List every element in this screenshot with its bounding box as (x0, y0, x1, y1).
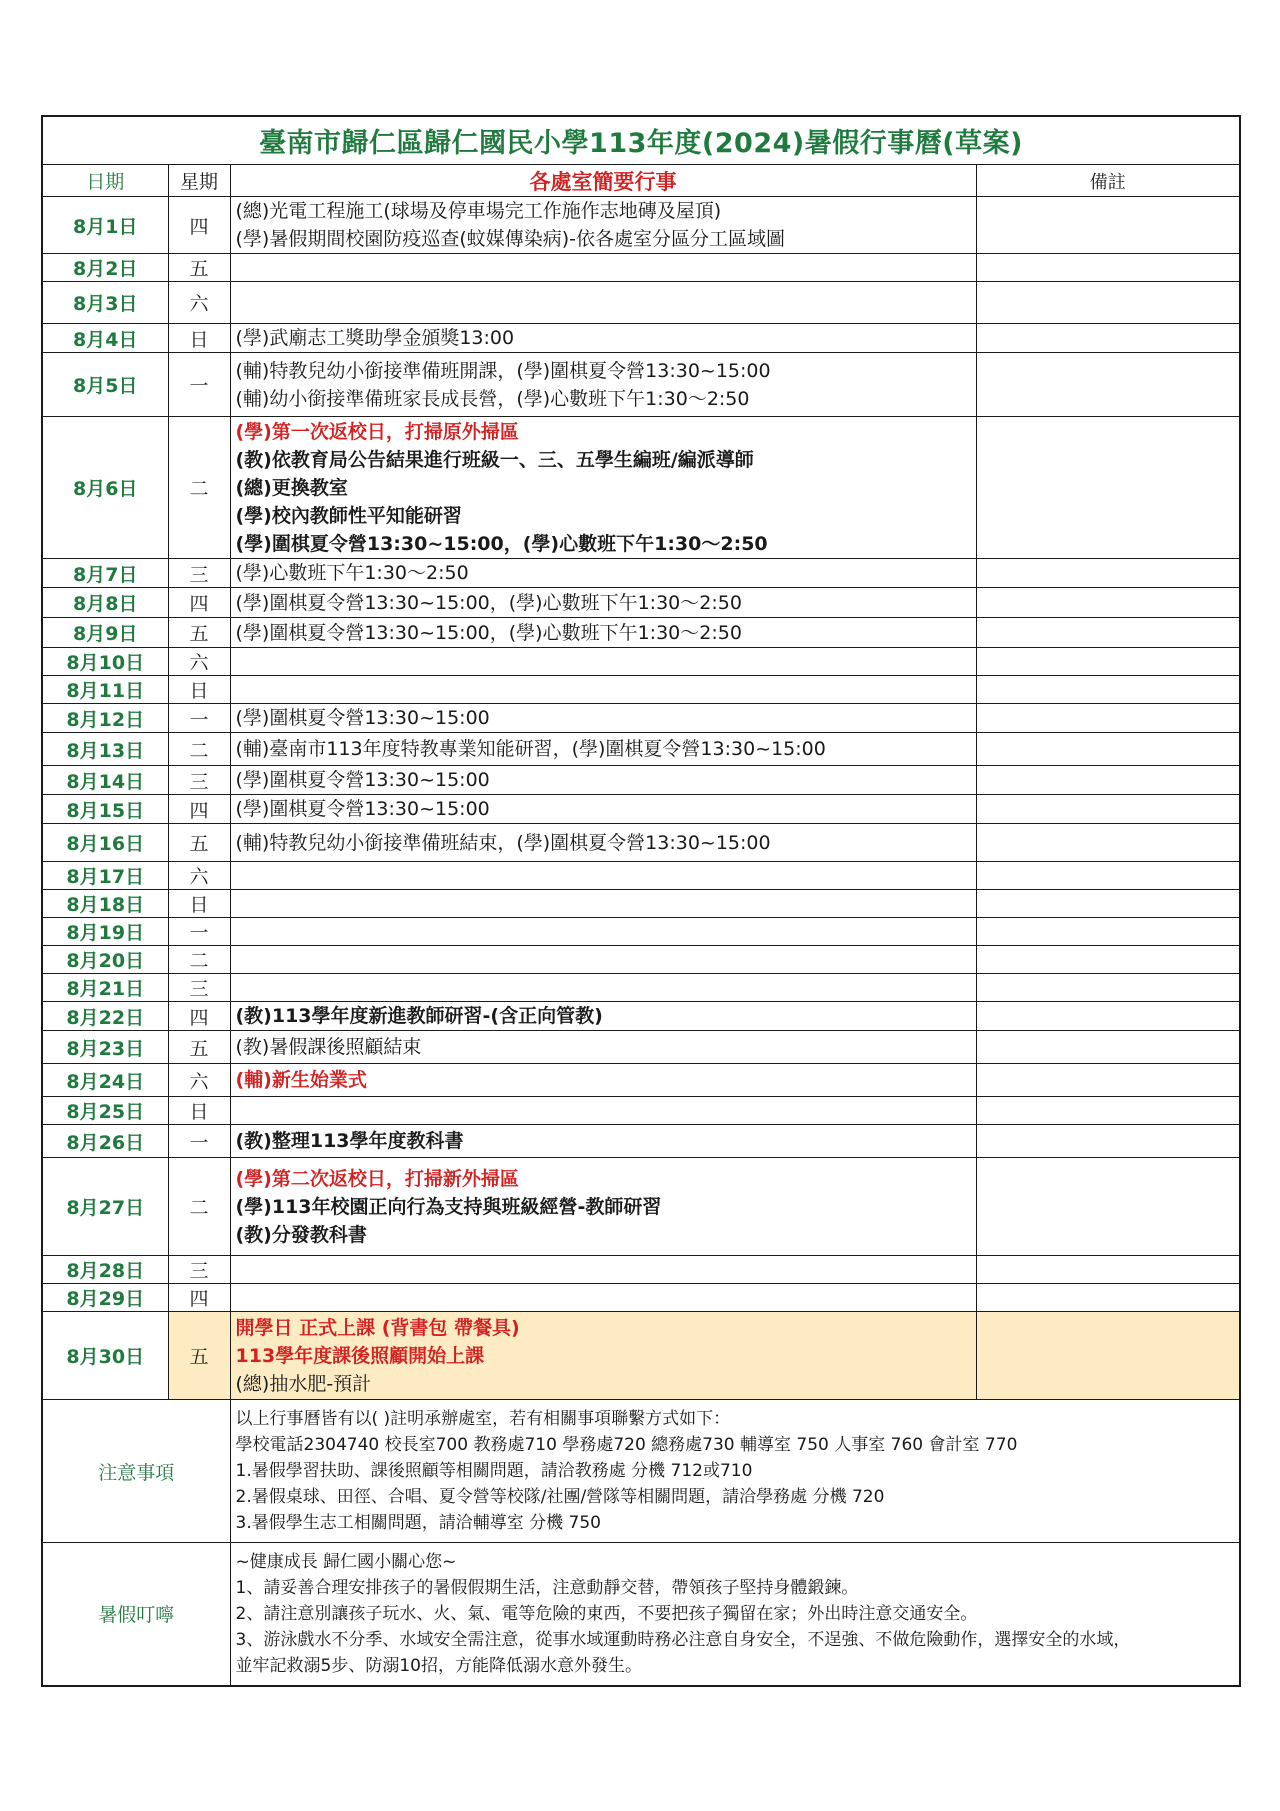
remarks-cell (976, 890, 1240, 918)
date-cell: 8月2日 (42, 254, 168, 282)
remarks-cell (976, 1002, 1240, 1031)
event-line: (學)113年校園正向行為支持與班級經營-教師研習 (235, 1195, 662, 1218)
notes-label: 注意事項 (42, 1400, 230, 1543)
events-cell (230, 648, 976, 676)
event-line: (輔)幼小銜接準備班家長成長營，(學)心數班下午1:30～2:50 (235, 387, 750, 410)
calendar-row (42, 324, 1240, 353)
events-cell (230, 704, 976, 733)
date-cell: 8月26日 (42, 1125, 168, 1158)
event-line: (學)暑假期間校園防疫巡查(蚊媒傳染病)-依各處室分區分工區域圖 (235, 228, 786, 250)
weekday-cell: 五 (168, 1031, 230, 1064)
date-cell: 8月28日 (42, 1256, 168, 1284)
event-line: (學)圍棋夏令營13:30~15:00，(學)心數班下午1:30～2:50 (235, 621, 742, 644)
reminders-line: 3、游泳戲水不分季、水域安全需注意，從事水域運動時務必注意自身安全，不逞強、不做危險動作，選擇安全的水域， (235, 1629, 1131, 1650)
event-line: (學)第二次返校日，打掃新外掃區 (235, 1167, 519, 1190)
events-cell (230, 676, 976, 704)
calendar-row (42, 588, 1240, 618)
remarks-cell (976, 1097, 1240, 1125)
notes-line: 以上行事曆皆有以( )註明承辦處室，若有相關事項聯繫方式如下： (235, 1409, 731, 1429)
date-cell: 8月1日 (42, 197, 168, 254)
events-cell (230, 282, 976, 324)
remarks-cell (976, 1125, 1240, 1158)
weekday-cell: 一 (168, 918, 230, 946)
page-title: 臺南市歸仁區歸仁國民小學113年度(2024)暑假行事曆(草案) (42, 116, 1240, 165)
remarks-cell (976, 1284, 1240, 1312)
date-cell: 8月17日 (42, 862, 168, 890)
events-cell (230, 946, 976, 974)
weekday-cell: 四 (168, 588, 230, 618)
notes-line: 學校電話2304740 校長室700 教務處710 學務處720 總務處730 輔導室 750 人事室 760 會計室 770 (235, 1435, 1018, 1455)
remarks-cell (976, 1158, 1240, 1256)
remarks-cell (976, 559, 1240, 588)
event-line: (輔)特教兒幼小銜接準備班結束，(學)圍棋夏令營13:30~15:00 (235, 831, 771, 854)
remarks-cell (976, 618, 1240, 648)
event-line: (教)暑假課後照顧結束 (235, 1036, 422, 1058)
calendar-row (42, 1125, 1240, 1158)
remarks-cell (976, 862, 1240, 890)
reminders-label: 暑假叮嚀 (42, 1543, 230, 1686)
weekday-cell: 五 (168, 618, 230, 648)
calendar-row (42, 733, 1240, 766)
events-cell (230, 918, 976, 946)
event-line: (教)分發教科書 (235, 1223, 367, 1246)
weekday-cell: 四 (168, 795, 230, 824)
calendar-row (42, 795, 1240, 824)
weekday-cell: 四 (168, 1002, 230, 1031)
remarks-cell (976, 918, 1240, 946)
calendar-sheet (41, 115, 1239, 1687)
remarks-cell (976, 353, 1240, 417)
weekday-cell: 三 (168, 974, 230, 1002)
event-line: (學)圍棋夏令營13:30~15:00 (235, 769, 490, 791)
events-cell (230, 824, 976, 862)
events-cell (230, 324, 976, 353)
remarks-cell (976, 733, 1240, 766)
remarks-cell (976, 946, 1240, 974)
calendar-row (42, 618, 1240, 648)
event-line: (總)更換教室 (235, 476, 348, 499)
reminders-line: ~健康成長 歸仁國小關心您~ (235, 1551, 457, 1572)
events-cell (230, 588, 976, 618)
date-cell: 8月12日 (42, 704, 168, 733)
remarks-cell (976, 197, 1240, 254)
calendar-row (42, 890, 1240, 918)
calendar-row (42, 254, 1240, 282)
weekday-cell: 一 (168, 704, 230, 733)
events-cell (230, 1031, 976, 1064)
events-cell (230, 1097, 976, 1125)
remarks-cell (976, 1256, 1240, 1284)
date-cell: 8月7日 (42, 559, 168, 588)
event-line: (學)心數班下午1:30～2:50 (235, 562, 469, 584)
weekday-cell: 日 (168, 676, 230, 704)
remarks-cell (976, 588, 1240, 618)
notes-line: 2.暑假桌球、田徑、合唱、夏令營等校隊/社團/營隊等相關問題，請洽學務處 分機 720 (235, 1487, 885, 1507)
date-cell: 8月10日 (42, 648, 168, 676)
remarks-cell (976, 1064, 1240, 1097)
calendar-row (42, 282, 1240, 324)
calendar-row (42, 1312, 1240, 1400)
remarks-cell (976, 974, 1240, 1002)
calendar-row (42, 862, 1240, 890)
notes-line: 1.暑假學習扶助、課後照顧等相關問題，請洽教務處 分機 712或710 (235, 1461, 753, 1481)
reminders-line: 1、請妥善合理安排孩子的暑假假期生活，注意動靜交替，帶領孩子堅持身體鍛鍊。 (235, 1577, 859, 1598)
events-cell (230, 197, 976, 254)
calendar-row (42, 1031, 1240, 1064)
weekday-cell: 日 (168, 1097, 230, 1125)
remarks-cell (976, 676, 1240, 704)
date-cell: 8月13日 (42, 733, 168, 766)
events-cell (230, 353, 976, 417)
date-cell: 8月20日 (42, 946, 168, 974)
notes-row (42, 1400, 1240, 1543)
calendar-row (42, 559, 1240, 588)
remarks-cell (976, 648, 1240, 676)
calendar-row (42, 417, 1240, 559)
calendar-row (42, 648, 1240, 676)
date-cell: 8月3日 (42, 282, 168, 324)
events-cell (230, 254, 976, 282)
events-cell (230, 733, 976, 766)
header-weekday: 星期 (168, 165, 230, 197)
event-line: (學)圍棋夏令營13:30~15:00 (235, 798, 490, 820)
event-line: (學)圍棋夏令營13:30~15:00 (235, 707, 490, 729)
weekday-cell: 二 (168, 733, 230, 766)
reminders-line: 2、請注意別讓孩子玩水、火、氣、電等危險的東西，不要把孩子獨留在家；外出時注意交通安全。 (235, 1603, 978, 1624)
event-line: (教)依教育局公告結果進行班級一、三、五學生編班/編派導師 (235, 448, 754, 471)
date-cell: 8月16日 (42, 824, 168, 862)
event-line: (總)抽水肥-預計 (235, 1372, 372, 1395)
events-cell (230, 1002, 976, 1031)
weekday-cell: 五 (168, 254, 230, 282)
remarks-cell (976, 417, 1240, 559)
calendar-row (42, 676, 1240, 704)
remarks-cell (976, 824, 1240, 862)
weekday-cell: 三 (168, 766, 230, 795)
header-date: 日期 (42, 165, 168, 197)
weekday-cell: 六 (168, 1064, 230, 1097)
event-line: (學)第一次返校日，打掃原外掃區 (235, 420, 519, 443)
date-cell: 8月4日 (42, 324, 168, 353)
weekday-cell: 五 (168, 824, 230, 862)
events-cell (230, 1284, 976, 1312)
events-cell (230, 974, 976, 1002)
event-line: (輔)臺南市113年度特教專業知能研習，(學)圍棋夏令營13:30~15:00 (235, 738, 826, 760)
remarks-cell (976, 1312, 1240, 1400)
calendar-row (42, 1158, 1240, 1256)
remarks-cell (976, 254, 1240, 282)
remarks-cell (976, 766, 1240, 795)
weekday-cell: 五 (168, 1312, 230, 1400)
weekday-cell: 二 (168, 417, 230, 559)
events-cell (230, 1158, 976, 1256)
event-line: (教)整理113學年度教科書 (235, 1130, 464, 1152)
calendar-row (42, 1284, 1240, 1312)
event-line: (輔)特教兒幼小銜接準備班開課，(學)圍棋夏令營13:30~15:00 (235, 359, 771, 382)
reminders-row (42, 1543, 1240, 1686)
date-cell: 8月19日 (42, 918, 168, 946)
event-line: 113學年度課後照顧開始上課 (235, 1344, 485, 1367)
calendar-row (42, 1097, 1240, 1125)
remarks-cell (976, 795, 1240, 824)
events-cell (230, 417, 976, 559)
event-line: (學)武廟志工獎助學金頒獎13:00 (235, 327, 515, 349)
reminders-content (230, 1543, 1240, 1686)
header-remarks: 備註 (976, 165, 1240, 197)
date-cell: 8月18日 (42, 890, 168, 918)
weekday-cell: 日 (168, 324, 230, 353)
date-cell: 8月21日 (42, 974, 168, 1002)
reminders-line: 並牢記救溺5步、防溺10招，方能降低溺水意外發生。 (235, 1655, 642, 1676)
date-cell: 8月23日 (42, 1031, 168, 1064)
notes-line: 3.暑假學生志工相關問題，請洽輔導室 分機 750 (235, 1513, 601, 1533)
calendar-row (42, 974, 1240, 1002)
events-cell (230, 766, 976, 795)
date-cell: 8月9日 (42, 618, 168, 648)
events-cell (230, 1125, 976, 1158)
event-line: (輔)新生始業式 (235, 1069, 367, 1091)
calendar-row (42, 1002, 1240, 1031)
events-cell (230, 890, 976, 918)
event-line: (教)113學年度新進教師研習-(含正向管教) (235, 1005, 603, 1027)
event-line: (學)校內教師性平知能研習 (235, 504, 462, 527)
calendar-row (42, 197, 1240, 254)
event-line: (學)圍棋夏令營13:30~15:00，(學)心數班下午1:30～2:50 (235, 591, 742, 614)
remarks-cell (976, 282, 1240, 324)
weekday-cell: 四 (168, 197, 230, 254)
weekday-cell: 三 (168, 559, 230, 588)
calendar-row (42, 824, 1240, 862)
calendar-row (42, 1064, 1240, 1097)
calendar-row (42, 918, 1240, 946)
events-cell (230, 862, 976, 890)
event-line: 開學日 正式上課 (背書包 帶餐具) (235, 1316, 520, 1339)
calendar-row (42, 946, 1240, 974)
events-cell (230, 1312, 976, 1400)
date-cell: 8月27日 (42, 1158, 168, 1256)
weekday-cell: 二 (168, 1158, 230, 1256)
calendar-row (42, 766, 1240, 795)
date-cell: 8月8日 (42, 588, 168, 618)
events-cell (230, 1064, 976, 1097)
calendar-row (42, 353, 1240, 417)
date-cell: 8月22日 (42, 1002, 168, 1031)
calendar-row (42, 1256, 1240, 1284)
events-cell (230, 559, 976, 588)
weekday-cell: 一 (168, 353, 230, 417)
date-cell: 8月15日 (42, 795, 168, 824)
date-cell: 8月14日 (42, 766, 168, 795)
weekday-cell: 六 (168, 862, 230, 890)
date-cell: 8月24日 (42, 1064, 168, 1097)
remarks-cell (976, 704, 1240, 733)
weekday-cell: 日 (168, 890, 230, 918)
date-cell: 8月5日 (42, 353, 168, 417)
date-cell: 8月25日 (42, 1097, 168, 1125)
weekday-cell: 一 (168, 1125, 230, 1158)
event-line: (學)圍棋夏令營13:30~15:00，(學)心數班下午1:30～2:50 (235, 532, 768, 555)
remarks-cell (976, 1031, 1240, 1064)
events-cell (230, 795, 976, 824)
weekday-cell: 三 (168, 1256, 230, 1284)
remarks-cell (976, 324, 1240, 353)
date-cell: 8月6日 (42, 417, 168, 559)
header-events: 各處室簡要行事 (230, 165, 976, 197)
notes-content (230, 1400, 1240, 1543)
weekday-cell: 六 (168, 282, 230, 324)
event-line: (總)光電工程施工(球場及停車場完工作施作志地磚及屋頂) (235, 200, 722, 222)
date-cell: 8月29日 (42, 1284, 168, 1312)
weekday-cell: 二 (168, 946, 230, 974)
calendar-table (41, 115, 1241, 1687)
events-cell (230, 1256, 976, 1284)
calendar-row (42, 704, 1240, 733)
date-cell: 8月30日 (42, 1312, 168, 1400)
weekday-cell: 四 (168, 1284, 230, 1312)
date-cell: 8月11日 (42, 676, 168, 704)
weekday-cell: 六 (168, 648, 230, 676)
events-cell (230, 618, 976, 648)
